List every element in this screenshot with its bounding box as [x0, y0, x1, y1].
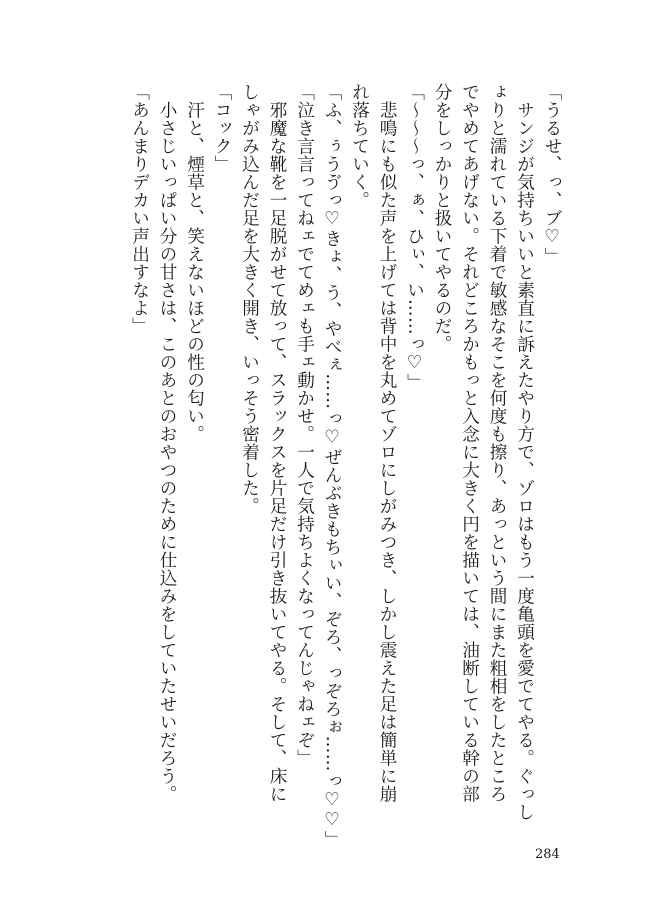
text-line: 「ふ、ぅうゔっ♡きょ、う、やべぇ……っ♡ぜんぶきもちぃい、ぞろ、っぞろぉ……っ♡♡」 — [322, 83, 342, 849]
text-line: 「うるせ、っ、ブ♡」 — [542, 83, 562, 266]
text-line: しゃがみ込んだ足を大きく開き、いっそう密着した。 — [239, 83, 260, 515]
text-line: れ落ちていく。 — [349, 83, 370, 209]
vertical-text-body — [125, 83, 565, 849]
text-line: 小さじいっぱい分の甘さは、このあとのおやつのために仕込みをしていたせいだろう。 — [157, 83, 177, 803]
text-line: ょりと濡れている下着で敏感なそこを何度も擦り、あっという間にまた粗相をしたところ — [487, 83, 507, 803]
text-line: 「泣き言言ってねェでてめェも手ェ動かせ。一人で気持ちよくなってんじゃねェぞ」 — [294, 83, 315, 767]
text-line: 汗と、煙草と、笑えないほどの性の匂い。 — [184, 83, 205, 443]
text-line: 分をしっかりと扱いてやるのだ。 — [432, 83, 452, 353]
text-line: 悲鳴にも似た声を上げては背中を丸めてゾロにしがみつき、しかし震えた足は簡単に崩 — [377, 83, 397, 803]
text-line: 邪魔な靴を一足脱がせて放って、スラックスを片足だけ引き抜いてやる。そして、床に — [267, 83, 287, 803]
text-line: サンジが気持ちいいと素直に訴えたやり方で、ゾロはもう一度亀頭を愛でてやる。ぐっし — [514, 83, 535, 821]
text-line: でやめてあげない。それどころかもっと入念に大きく円を描いては、油断している幹の部 — [459, 83, 480, 803]
page-number: 284 — [535, 847, 560, 862]
text-line: 「〜〜〜っ、ぁ、ひぃ、い……っ♡」 — [404, 83, 425, 392]
text-line: 「コック」 — [212, 83, 232, 173]
text-line: 「あんまりデカい声出すなよ」 — [129, 83, 150, 335]
